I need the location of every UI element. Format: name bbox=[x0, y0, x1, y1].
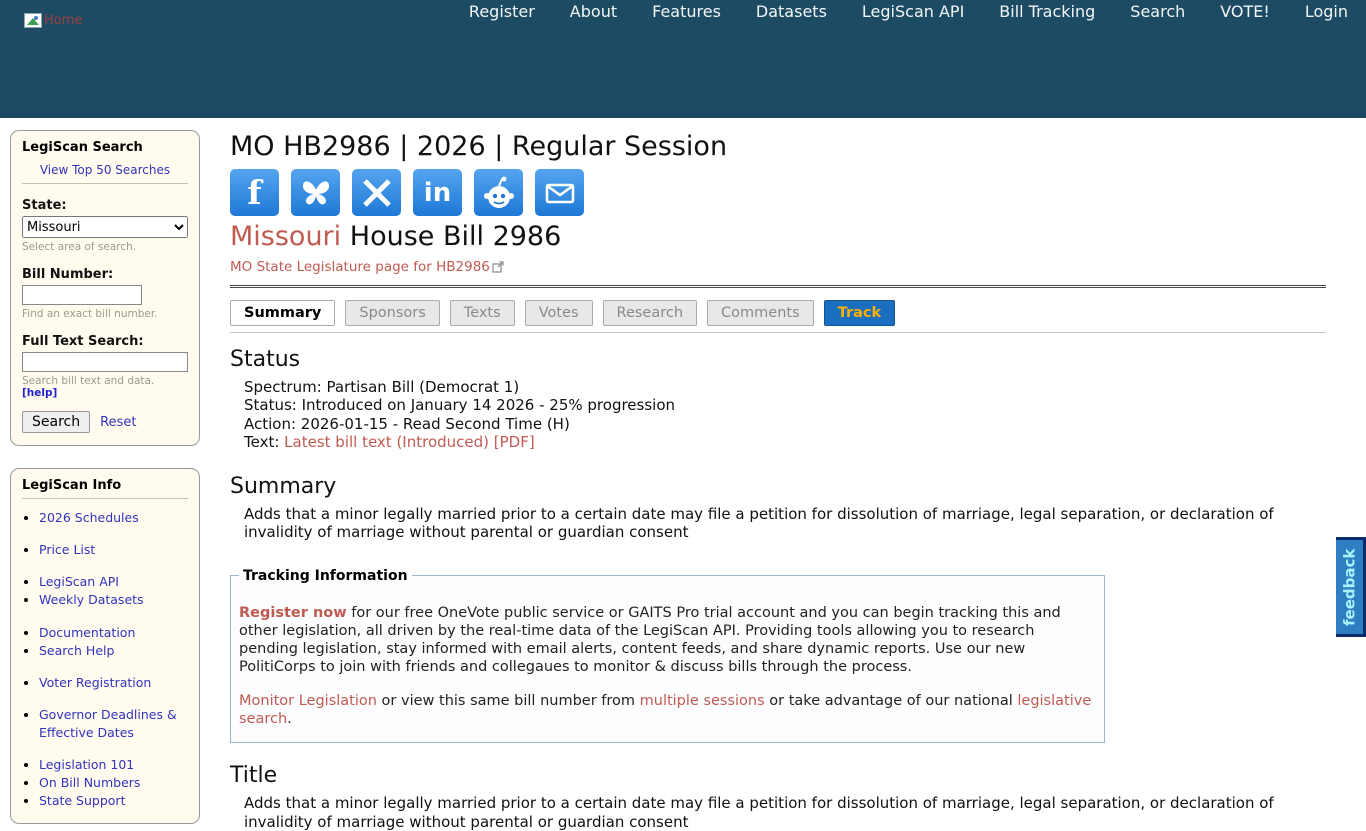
nav-item-legiscan-api[interactable]: LegiScan API bbox=[861, 2, 965, 21]
title-heading: Title bbox=[230, 763, 278, 789]
tab-research[interactable]: Research bbox=[603, 300, 698, 326]
facebook-glyph: f bbox=[247, 173, 262, 212]
divider bbox=[22, 183, 188, 184]
info-link-legiscan-api[interactable]: LegiScan API bbox=[39, 574, 119, 590]
state-label: State: bbox=[22, 198, 67, 213]
legiscan-info-box bbox=[10, 468, 200, 824]
info-link-price-list[interactable]: Price List bbox=[39, 542, 96, 558]
status-status-line: Status: Introduced on January 14 2026 - 25% progression bbox=[244, 396, 676, 415]
full-text-search-label: Full Text Search: bbox=[22, 334, 144, 349]
bluesky-icon[interactable] bbox=[291, 169, 340, 216]
list-item bbox=[39, 624, 188, 642]
bill-number-label: Bill Number: bbox=[22, 267, 114, 282]
bill-number-input[interactable] bbox=[22, 285, 142, 305]
info-link-search-help[interactable]: Search Help bbox=[39, 642, 115, 658]
envelope-glyph bbox=[543, 178, 577, 208]
nav-item-about[interactable]: About bbox=[569, 2, 618, 21]
help-link[interactable]: [help] bbox=[22, 387, 58, 399]
status-text-line bbox=[244, 433, 1326, 451]
info-link-voter-registration[interactable]: Voter Registration bbox=[39, 674, 152, 690]
state-page-link-text: MO State Legislature page for HB2986 bbox=[230, 259, 490, 275]
missouri-state-link[interactable]: Missouri bbox=[230, 221, 342, 252]
tab-summary[interactable]: Summary bbox=[230, 300, 335, 326]
reset-link[interactable]: Reset bbox=[100, 414, 137, 430]
x-icon[interactable] bbox=[352, 169, 401, 216]
nav-item-bill-tracking[interactable]: Bill Tracking bbox=[999, 2, 1096, 21]
view-top-50-searches-link[interactable]: View Top 50 Searches bbox=[39, 163, 171, 177]
tracking-information-box bbox=[230, 568, 1105, 744]
linkedin-icon[interactable] bbox=[413, 169, 462, 216]
broken-image-icon bbox=[24, 13, 42, 28]
tracking-p1-text: for our free OneVote public service or GAITS Pro trial account and you can begin tracking this and other legislation, all driven by the real-time data of the LegiScan API. Providing tools allowing you to research pending legislation, stay informed with email alerts, content feeds, and share dynamic reports. Use our new PolitiCorps to join with friends and collegaues to monitor & discuss bills through the process. bbox=[239, 604, 1061, 675]
info-box-title: LegiScan Info bbox=[22, 478, 122, 493]
tracking-p2-text-2: or take advantage of our national bbox=[764, 693, 1018, 710]
status-spectrum-line: Spectrum: Partisan Bill (Democrat 1) bbox=[244, 378, 520, 396]
state-select[interactable] bbox=[22, 216, 188, 238]
title-text: Adds that a minor legally married prior to a certain date may file a petition for dissolution of marriage, legal separation, or declaration of invalidity of marriage without parental or guardian consent bbox=[244, 794, 1274, 831]
full-text-hint-text: Search bill text and data. bbox=[22, 375, 155, 387]
status-text-label: Text: bbox=[244, 433, 280, 452]
external-link-icon bbox=[492, 261, 504, 273]
tracking-p2-text-1: or view this same bill number from bbox=[376, 693, 640, 710]
list-item bbox=[39, 756, 188, 774]
tracking-legend: Tracking Information bbox=[243, 567, 408, 584]
summary-heading: Summary bbox=[230, 473, 337, 499]
bill-name-text: House Bill 2986 bbox=[349, 221, 562, 252]
info-links-list bbox=[39, 509, 188, 811]
info-link-legislation-101[interactable]: Legislation 101 bbox=[39, 757, 135, 773]
home-label: Home bbox=[44, 13, 83, 28]
register-now-link[interactable]: Register now bbox=[239, 604, 347, 621]
nav-item-features[interactable]: Features bbox=[652, 2, 721, 21]
top-navigation bbox=[469, 0, 1348, 21]
info-link-state-support[interactable]: State Support bbox=[39, 793, 126, 809]
list-item bbox=[39, 792, 188, 810]
full-text-search-input[interactable] bbox=[22, 352, 188, 372]
tracking-p2-text-3: . bbox=[287, 711, 292, 728]
latest-bill-text-link[interactable]: Latest bill text (Introduced) [PDF] bbox=[284, 433, 535, 452]
status-heading: Status bbox=[230, 347, 301, 372]
legiscan-search-box bbox=[10, 130, 200, 446]
x-glyph bbox=[361, 177, 393, 209]
tab-comments[interactable]: Comments bbox=[707, 300, 814, 326]
nav-item-register[interactable]: Register bbox=[468, 2, 535, 21]
state-hint: Select area of search. bbox=[22, 241, 137, 253]
info-link-weekly-datasets[interactable]: Weekly Datasets bbox=[39, 592, 144, 608]
sidebar bbox=[10, 118, 200, 824]
nav-item-search[interactable]: Search bbox=[1130, 2, 1186, 21]
legislative-search-link[interactable]: legislative search bbox=[239, 693, 1092, 728]
monitor-legislation-link[interactable]: Monitor Legislation bbox=[239, 693, 377, 710]
status-details bbox=[244, 378, 1326, 452]
tracking-paragraph-2 bbox=[239, 692, 1096, 728]
reddit-icon[interactable] bbox=[474, 169, 523, 216]
state-legislature-page-link[interactable] bbox=[230, 259, 504, 275]
reddit-glyph bbox=[481, 176, 517, 210]
search-button[interactable]: Search bbox=[22, 411, 90, 433]
bill-number-hint: Find an exact bill number. bbox=[22, 308, 158, 320]
list-item bbox=[39, 541, 188, 559]
butterfly-glyph bbox=[299, 177, 333, 209]
full-text-hint bbox=[22, 375, 188, 399]
list-item bbox=[39, 674, 188, 692]
nav-item-datasets[interactable]: Datasets bbox=[755, 2, 827, 21]
list-item bbox=[39, 591, 188, 609]
nav-item-vote[interactable]: VOTE! bbox=[1220, 2, 1270, 21]
email-icon[interactable] bbox=[535, 169, 584, 216]
multiple-sessions-link[interactable]: multiple sessions bbox=[639, 693, 765, 710]
feedback-button[interactable]: feedback bbox=[1336, 537, 1366, 637]
list-item bbox=[39, 509, 188, 527]
status-action-line: Action: 2026-01-15 - Read Second Time (H) bbox=[244, 414, 570, 433]
social-share-row bbox=[230, 169, 1326, 216]
info-link-governor-deadlines[interactable]: Governor Deadlines & Effective Dates bbox=[39, 706, 177, 740]
top-header bbox=[0, 0, 1366, 118]
tab-votes[interactable]: Votes bbox=[525, 300, 593, 326]
divider bbox=[22, 498, 188, 499]
tracking-paragraph-1 bbox=[239, 604, 1096, 677]
linkedin-glyph: in bbox=[423, 177, 452, 208]
facebook-icon[interactable] bbox=[230, 169, 279, 216]
main-content bbox=[200, 118, 1366, 831]
home-link[interactable] bbox=[24, 13, 82, 28]
list-item bbox=[39, 774, 188, 792]
tab-texts[interactable]: Texts bbox=[450, 300, 515, 326]
tab-track[interactable]: Track bbox=[824, 300, 895, 326]
divider bbox=[230, 285, 1326, 288]
list-item bbox=[39, 573, 188, 591]
bill-name-heading bbox=[230, 221, 1326, 252]
tab-sponsors[interactable]: Sponsors bbox=[345, 300, 439, 326]
search-box-title: LegiScan Search bbox=[22, 140, 143, 155]
bill-tab-bar bbox=[230, 300, 1326, 333]
info-link-2026-schedules[interactable]: 2026 Schedules bbox=[39, 510, 139, 525]
list-item bbox=[39, 706, 188, 742]
summary-text: Adds that a minor legally married prior to a certain date may file a petition for dissolution of marriage, legal separation, or declaration of invalidity of marriage without parental or guardian consent bbox=[244, 504, 1274, 542]
page-title: MO HB2986 | 2026 | Regular Session bbox=[230, 131, 728, 162]
info-link-documentation[interactable]: Documentation bbox=[39, 624, 136, 640]
list-item bbox=[39, 642, 188, 660]
info-link-on-bill-numbers[interactable]: On Bill Numbers bbox=[39, 775, 141, 791]
nav-item-login[interactable]: Login bbox=[1304, 2, 1348, 21]
